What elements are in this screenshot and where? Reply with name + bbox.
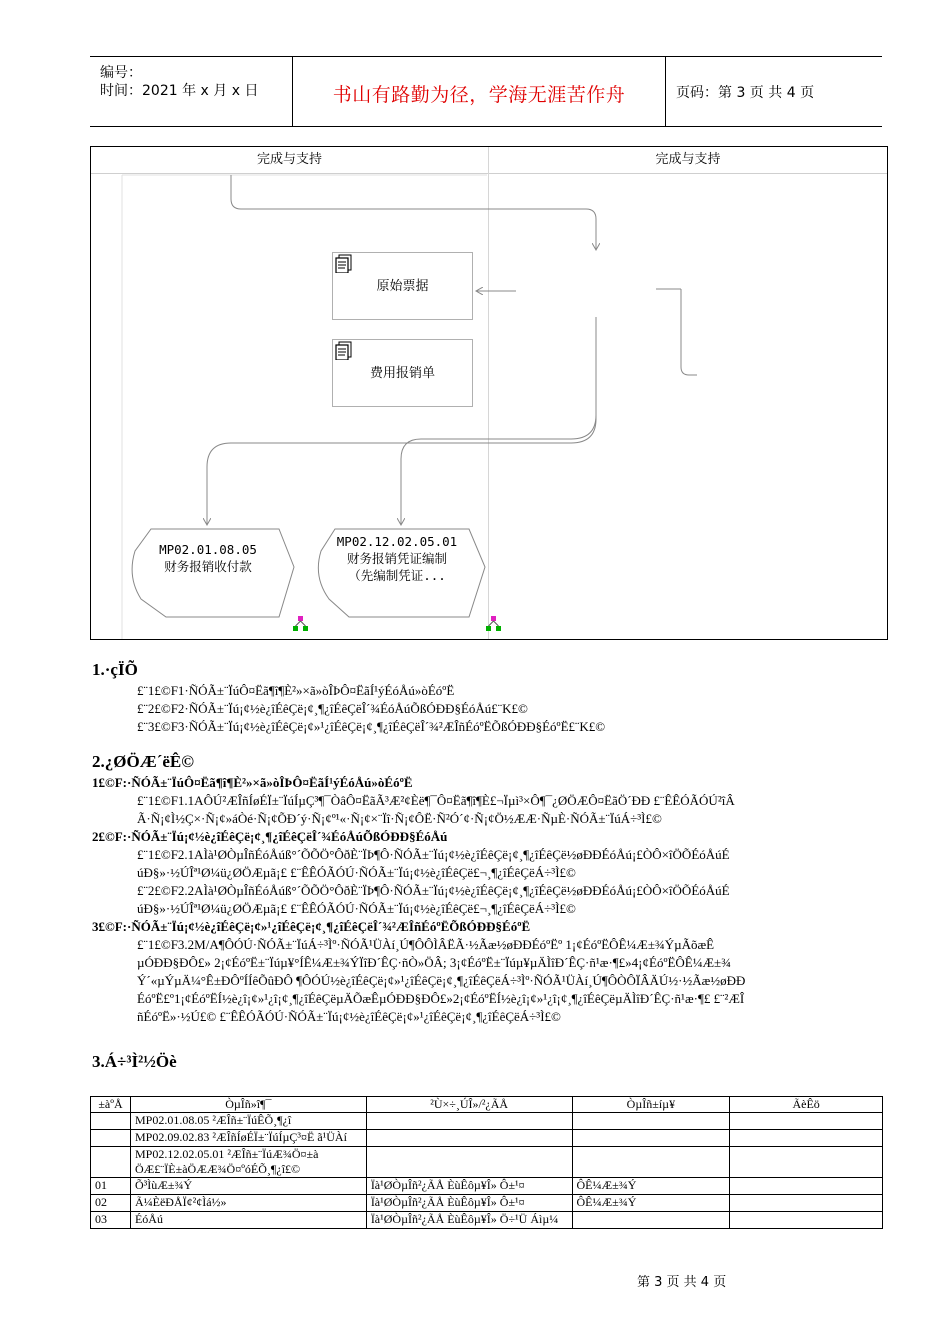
doc-box-expense-form: [332, 339, 473, 407]
table-row: [91, 1195, 883, 1212]
table-cell: ÔÊ¼Æ±¾Ý: [572, 1195, 730, 1212]
connector-node-icon: [291, 615, 311, 633]
col-header: ±àºÅ: [91, 1097, 131, 1113]
table-cell: ÔÊ¼Æ±¾Ý: [572, 1178, 730, 1195]
table-cell: [730, 1130, 883, 1147]
table-row: [91, 1130, 883, 1147]
table-cell: MP02.09.02.83 ²ÆÎñÍøÉÏ±¨ÏúÍµÇ³¤Ë ã¹ÜÀí: [130, 1130, 366, 1147]
control-line: ñÉóºË»·½Ú£© £¨ÊÊÓÃÓÚ·ÑÓÃ±¨Ïú¡¢½è¿îÉêÇë¡¢»¹¿îÉêÇë¡¢¸¶¿îÉêÇëÁ÷³Ì£©: [137, 1009, 561, 1024]
table-cell: [730, 1147, 883, 1178]
table-cell: [366, 1113, 572, 1130]
control-line: úÐ§»·½ÚÎª¹Ø¼ü¿ØÖÆµã¡£ £¨ÊÊÓÃÓÚ·ÑÓÃ±¨Ïú¡¢½è¿îÉêÇë£¬¸¶¿îÉêÇëÁ÷³Ì£©: [137, 865, 576, 880]
table-cell: [91, 1147, 131, 1178]
section-2-title: 2.¿ØÖÆ´ëÊ©: [92, 752, 194, 771]
table-cell: [572, 1147, 730, 1178]
col-header: ÃèÊö: [730, 1097, 883, 1113]
risk-line: £¨3£©F3·ÑÓÃ±¨Ïú¡¢½è¿îÉêÇë¡¢»¹¿îÉêÇë¡¢¸¶¿îÉêÇëÎ´¾²ÆÎñÉóºËÕßÓÐÐ§ÉóºË£¨K£©: [137, 719, 606, 734]
process-node-voucher[interactable]: [317, 533, 477, 584]
control-line: £¨1£©F3.2M/A¶ÔÓÚ·ÑÓÃ±¨ÏúÁ÷³Ìº·ÑÓÃ¹ÜÀí¸Ú¶ÔÔÌÂËÃ·½Ãæ½øÐÐÉóºËº 1¡¢ÉóºËÔÊ¼Æ±¾ÝµÃõæÊ: [137, 937, 715, 952]
control-line: ÉóºË£º1¡¢ÉóºËÍ½è¿î¡¢»¹¿î¡¢¸¶¿îÉêÇëµÄÕæÊµÓÐÐ§ÐÔ£»2¡¢ÉóºËÍ½è¿î¡¢»¹¿î¡¢¸¶¿îÉêÇëµÄÌîÐ´ÊÇ·ñ¹æ·¶£ £¨²ÆÎ: [137, 991, 745, 1006]
control-heading: 3£©F:·ÑÓÃ±¨Ïú¡¢½è¿îÉêÇë¡¢»¹¿îÉêÇë¡¢¸¶¿îÉêÇëÎ´¾²ÆÎñÉóºËÕßÓÐÐ§ÉóºË: [92, 919, 531, 934]
control-heading: 2£©F:·ÑÓÃ±¨Ïú¡¢½è¿îÉêÇë¡¢¸¶¿îÉêÇëÎ´¾ÉóÅúÕßÓÐÐ§ÉóÅú: [92, 829, 448, 844]
page-header: [90, 56, 882, 127]
col-header: ²Ù×÷¸ÚÎ»/²¿ÃÅ: [366, 1097, 572, 1113]
lane-left-title: 完成与支持: [91, 147, 488, 174]
date-label: 时间：2021 年 x 月 x 日: [100, 83, 259, 99]
table-header-row: [91, 1097, 883, 1113]
process-code: MP02.01.08.05: [159, 542, 257, 557]
process-code: MP02.12.02.05.01: [336, 534, 458, 549]
header-left-cell: [90, 57, 293, 126]
table-cell: Ïà¹ØÒµÎñ²¿ÃÅ ÈùÊôµ¥Î» Ô±¹¤: [366, 1178, 572, 1195]
table-cell: [730, 1212, 883, 1229]
document-icon: [333, 253, 353, 273]
process-steps-table: [90, 1096, 883, 1229]
table-row: [91, 1113, 883, 1130]
col-header: ÒµÎñ»î¶¯: [130, 1097, 366, 1113]
table-cell: [730, 1178, 883, 1195]
doc-box-original-receipts: [332, 252, 473, 320]
table-cell: 03: [91, 1212, 131, 1229]
section-1-title: 1.·çÏÕ: [92, 660, 138, 679]
document-icon: [333, 340, 353, 360]
table-cell: [366, 1147, 572, 1178]
table-row: [91, 1147, 883, 1178]
header-motto-cell: [293, 57, 666, 126]
table-row: [91, 1178, 883, 1195]
control-heading: 1£©F:·ÑÓÃ±¨ÏúÔ¤Ëã¶î¶È²»×ã»òÎÞÔ¤ËãÍ¹ýÉóÅú»òÉóºË: [92, 775, 413, 790]
table-cell: [572, 1113, 730, 1130]
page-footer: 第 3 页 共 4 页: [637, 1275, 727, 1290]
table-cell: MP02.12.02.05.01 ²ÆÎñ±¨ÏúÆ¾Ö¤±à ÖÆ£¨ÏÈ±àÖÆÆ¾Ö¤ºóÉÕ¸¶¿î£©: [130, 1147, 366, 1178]
doc-number-label: 编号：: [100, 65, 142, 81]
doc-box-label: 原始票据: [376, 279, 429, 294]
control-line: £¨1£©F2.1AÌà¹ØÒµÎñÉóÅúß°´ÕÕÖ°ÔðÈ¨ÏÞ¶Ô·ÑÓÃ±¨Ïú¡¢½è¿îÉêÇë¡¢¸¶¿îÉêÇë½øÐÐÉóÅú¡£ÒÔ×îÖÕÉóÅúÉ: [137, 847, 730, 862]
motto: 书山有路勤为径，学海无涯苦作舟: [332, 84, 626, 106]
control-line: Ã·Ñ¡¢Ì½Ç×·Ñ¡¢»áÒé·Ñ¡¢ÕÐ´ý·Ñ¡¢º¹«·Ñ¡¢×¨Ïî·Ñ¡¢ÔË·Ñ²Ó´¢·Ñ¡¢Ö½ÆÆ·ÑµÈ·ÑÓÃ±¨ÏúÁ÷³Ì£©: [137, 811, 662, 826]
table-cell: MP02.01.08.05 ²ÆÎñ±¨ÏúÊÕ¸¶¿î: [130, 1113, 366, 1130]
col-header: ÒµÎñ±íµ¥: [572, 1097, 730, 1113]
table-cell: 02: [91, 1195, 131, 1212]
control-line: £¨2£©F2.2AÌà¹ØÒµÎñÉóÅúß°´ÕÕÖ°ÔðÈ¨ÏÞ¶Ô·ÑÓÃ±¨Ïú¡¢½è¿îÉêÇë¡¢¸¶¿îÉêÇë½øÐÐÉóÅú¡£ÒÔ×îÖÕÉóÅúÉ: [137, 883, 730, 898]
table-cell: [572, 1212, 730, 1229]
lane-right-title: 完成与支持: [489, 147, 887, 174]
table-cell: ÉóÅú: [130, 1212, 366, 1229]
table-cell: [572, 1130, 730, 1147]
flowchart: [90, 146, 888, 640]
risk-line: £¨1£©F1·ÑÓÃ±¨ÏúÔ¤Ëã¶î¶È²»×ã»òÎÞÔ¤ËãÍ¹ýÉóÅú»òÉóºË: [137, 683, 455, 698]
table-cell: [366, 1130, 572, 1147]
connector-node-icon: [484, 615, 504, 633]
table-cell: [91, 1113, 131, 1130]
doc-box-label: 费用报销单: [369, 366, 435, 381]
process-node-payment[interactable]: [133, 541, 283, 575]
control-line: úÐ§»·½ÚÎª¹Ø¼ü¿ØÖÆµã¡£ £¨ÊÊÓÃÓÚ·ÑÓÃ±¨Ïú¡¢½è¿îÉêÇë£¬¸¶¿îÉêÇëÁ÷³Ì£©: [137, 901, 576, 916]
table-row: [91, 1212, 883, 1229]
table-cell: [730, 1195, 883, 1212]
process-name: 财务报销收付款: [164, 559, 252, 574]
risk-line: £¨2£©F2·ÑÓÃ±¨Ïú¡¢½è¿îÉêÇë¡¢¸¶¿îÉêÇëÎ´¾ÉóÅúÕßÓÐÐ§ÉóÅú£¨K£©: [137, 701, 528, 716]
table-body: [91, 1113, 883, 1229]
table-cell: [730, 1113, 883, 1130]
table-cell: Ïà¹ØÒµÎñ²¿ÃÅ ÈùÊôµ¥Î» Ö÷¹Ü Áìµ¼: [366, 1212, 572, 1229]
page-indicator: 页码：第 3 页 共 4 页: [676, 85, 815, 101]
control-line: µÓÐÐ§ÐÔ£» 2¡¢ÉóºË±¨Ïúµ¥°ÍÊ¼Æ±¾ÝÏîÐ´ÊÇ·ñÒ»ÖÂ; 3¡¢ÉóºË±¨Ïúµ¥µÄÌîÐ´ÊÇ·ñ¹æ·¶£»4¡¢ÉóºËÔÊ¼Æ±¾: [137, 955, 731, 970]
control-line: Ý´«µÝµÄ¼°Ê±ÐÔºÍÍêÕûÐÔ ¶ÔÓÚ½è¿îÉêÇë¡¢»¹¿îÉêÇë¡¢¸¶¿îÉêÇëÁ÷³Ìº·ÑÓÃ¹ÜÀí¸Ú¶ÔÒÔÏÂÄÚ½·½Ãæ½øÐÐ: [137, 973, 746, 988]
table-cell: [91, 1130, 131, 1147]
table-cell: Ïà¹ØÒµÎñ²¿ÃÅ ÈùÊôµ¥Î» Ô±¹¤: [366, 1195, 572, 1212]
control-line: £¨1£©F1.1AÔÚ²ÆÎñÍøÉÏ±¨ÏúÍµÇ³¶¯ÒâÔ¤ËãÃ³Æ²¢Èë¶¯Ô¤Ëã¶î¶È£¬Ïµì³×Ô¶¯¿ØÖÆÔ¤ËãÖ´ÐÐ £¨ÊÊÓÃÓÚ²îÂ: [137, 793, 735, 808]
table-cell: Ã¼ÈëÐÅÏ¢²¢Ìá½»: [130, 1195, 366, 1212]
process-name: 财务报销凭证编制: [346, 551, 447, 566]
process-name-cont: （先编制凭证...: [348, 568, 446, 583]
table-cell: Õ³ÌùÆ±¾Ý: [130, 1178, 366, 1195]
section-3-title: 3.Á÷³Ì²½Öè: [92, 1052, 177, 1071]
table-cell: 01: [91, 1178, 131, 1195]
